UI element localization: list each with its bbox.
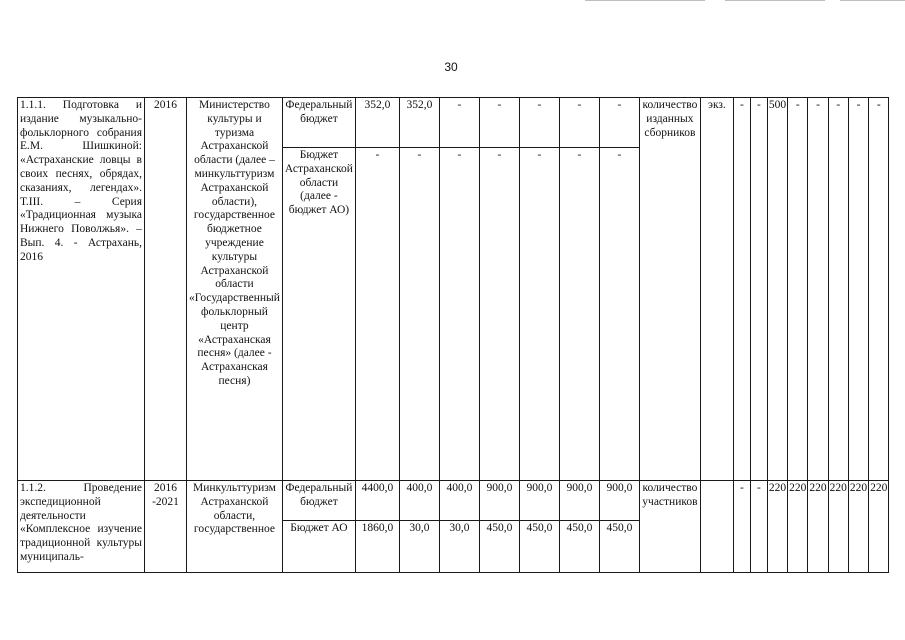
amount-cell: 450,0: [519, 521, 559, 573]
amount-cell: -: [599, 98, 639, 148]
period-cell: 2016 -2021: [145, 481, 187, 573]
amount-cell: -: [355, 148, 399, 481]
amount-cell: -: [519, 98, 559, 148]
amount-cell: -: [599, 148, 639, 481]
amount-cell: 400,0: [439, 481, 479, 521]
amount-cell: 900,0: [559, 481, 599, 521]
top-rule: [840, 0, 905, 1]
indicator-value-cell: -: [750, 98, 767, 481]
amount-cell: 900,0: [599, 481, 639, 521]
funding-source-cell: Бюджет Астраханской области (далее - бюджет АО): [282, 148, 355, 481]
indicator-value-cell: 220: [767, 481, 787, 573]
amount-cell: 30,0: [439, 521, 479, 573]
event-cell: 1.1.1. Подготовка и издание музыкально-фольклорного собрания Е.М. Шишкиной: «Астраханские ловцы в своих песнях, обрядах, сказаниях, легендах». Т.III. – Серия «Традиционная музыка Нижнего Поволжья». – Вып. 4. - Астрахань, 2016: [18, 98, 145, 481]
indicator-value-cell: -: [733, 481, 750, 573]
amount-cell: 450,0: [599, 521, 639, 573]
top-rule: [585, 0, 705, 1]
funding-source-cell: Бюджет АО: [282, 521, 355, 573]
program-table: [17, 97, 889, 573]
amount-cell: 1860,0: [355, 521, 399, 573]
table-row: [18, 481, 889, 521]
amount-cell: 4400,0: [355, 481, 399, 521]
amount-cell: 30,0: [399, 521, 439, 573]
amount-cell: -: [479, 98, 519, 148]
funding-source-cell: Федеральный бюджет: [282, 481, 355, 521]
page-number: 30: [444, 60, 458, 74]
unit-cell: [700, 481, 733, 573]
event-cell: 1.1.2. Проведение экспедиционной деятельности «Комплексное изучение традиционной культуры муниципаль-: [18, 481, 145, 573]
indicator-value-cell: -: [808, 98, 828, 481]
table-row: [18, 98, 889, 148]
period-cell: 2016: [145, 98, 187, 481]
amount-cell: 400,0: [399, 481, 439, 521]
amount-cell: 352,0: [399, 98, 439, 148]
amount-cell: -: [559, 98, 599, 148]
top-rule: [725, 0, 825, 1]
amount-cell: 450,0: [559, 521, 599, 573]
indicator-cell: количество участников: [639, 481, 700, 573]
amount-cell: -: [439, 98, 479, 148]
amount-cell: 352,0: [355, 98, 399, 148]
indicator-value-cell: -: [848, 98, 868, 481]
indicator-value-cell: -: [733, 98, 750, 481]
amount-cell: 450,0: [479, 521, 519, 573]
indicator-value-cell: 220: [869, 481, 889, 573]
amount-cell: -: [399, 148, 439, 481]
unit-cell: экз.: [700, 98, 733, 481]
indicator-value-cell: 220: [808, 481, 828, 573]
indicator-value-cell: 220: [848, 481, 868, 573]
indicator-value-cell: -: [750, 481, 767, 573]
amount-cell: -: [519, 148, 559, 481]
indicator-value-cell: 220: [828, 481, 848, 573]
indicator-value-cell: -: [869, 98, 889, 481]
indicator-cell: количество изданных сборников: [639, 98, 700, 481]
funding-source-cell: Федеральный бюджет: [282, 98, 355, 148]
indicator-value-cell: 220: [788, 481, 808, 573]
amount-cell: -: [559, 148, 599, 481]
executor-cell: Минкульттуризм Астраханской области, государственное: [187, 481, 283, 573]
executor-cell: Министерство культуры и туризма Астраханской области (далее – минкульттуризм Астраханской области), государственное бюджетное учреждение культуры Астраханской области «Государственный фольклорный центр «Астраханская песня» (далее - Астраханская песня): [187, 98, 283, 481]
indicator-value-cell: -: [828, 98, 848, 481]
amount-cell: -: [439, 148, 479, 481]
indicator-value-cell: 500: [767, 98, 787, 481]
amount-cell: 900,0: [479, 481, 519, 521]
indicator-value-cell: -: [788, 98, 808, 481]
amount-cell: -: [479, 148, 519, 481]
amount-cell: 900,0: [519, 481, 559, 521]
